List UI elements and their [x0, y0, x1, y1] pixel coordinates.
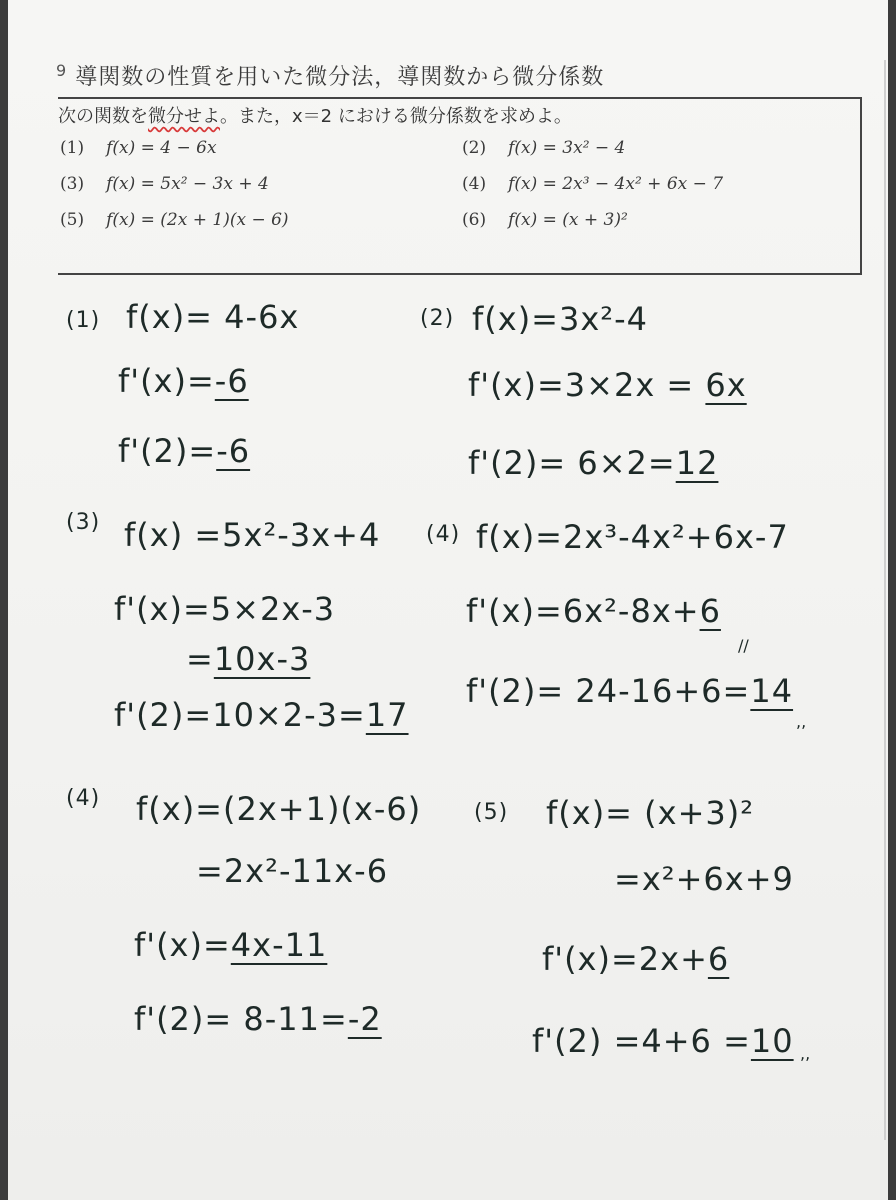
check-mark: ,,: [800, 1044, 811, 1063]
solution-1-value-answer: -6: [216, 432, 251, 470]
solution-1-derivative-answer: -6: [214, 362, 249, 400]
problem-1: (1) f(x) = 4 − 6x: [60, 138, 217, 158]
solution-6-value-answer: 10: [750, 1022, 794, 1060]
problem-2: (2) f(x) = 3x² − 4: [462, 138, 626, 158]
solution-4-label: (4): [426, 522, 461, 547]
solution-5-line-1: f(x)=(2x+1)(x-6): [136, 790, 422, 828]
paper-edge: [884, 60, 886, 1140]
solution-3-line-1: f(x) =5x²-3x+4: [124, 516, 381, 554]
solution-2-derivative-answer: 6x: [705, 366, 747, 404]
solution-2-line-2: f'(x)=3×2x = 6x: [468, 366, 747, 404]
solution-3-derivative-answer: 10x-3: [213, 640, 311, 678]
worksheet-heading: [56, 60, 816, 91]
solution-3-line-4: f'(2)=10×2-3=17: [114, 696, 409, 734]
problem-6: (6) f(x) = (x + 3)²: [462, 210, 628, 230]
solution-4-line-1: f(x)=2x³-4x²+6x-7: [476, 518, 789, 556]
instruction-text: [58, 102, 848, 128]
solution-5-derivative-answer: 4x-11: [230, 926, 328, 964]
solution-6-derivative-answer: 6: [707, 940, 730, 978]
solution-1-line-3: f'(2)=-6: [118, 432, 251, 470]
solution-6-line-4: f'(2) =4+6 =10: [532, 1022, 794, 1060]
solution-1-line-2: f'(x)=-6: [118, 362, 249, 400]
solution-3-line-3: =10x-3: [186, 640, 311, 678]
check-mark: //: [738, 636, 749, 655]
solution-2-label: (2): [420, 306, 455, 331]
solution-1-line-1: f(x)= 4-6x: [126, 298, 300, 336]
solution-2-line-1: f(x)=3x²-4: [472, 300, 649, 338]
problem-4: (4) f(x) = 2x³ − 4x² + 6x − 7: [462, 174, 724, 194]
solution-4-line-2: f'(x)=6x²-8x+6: [466, 592, 721, 630]
solution-5-label: (4): [66, 786, 101, 811]
solution-5-value-answer: -2: [347, 1000, 382, 1038]
instruction-pre: 次の関数を: [58, 106, 148, 127]
solution-6-label: (5): [474, 800, 509, 825]
solution-6-line-3: f'(x)=2x+6: [542, 940, 730, 978]
solution-6-line-2: =x²+6x+9: [614, 860, 794, 898]
solution-2-line-3: f'(2)= 6×2=12: [468, 444, 719, 482]
solution-4-derivative-answer: 6: [699, 592, 721, 630]
solution-4-value-answer: 14: [750, 672, 794, 710]
solution-1-label: (1): [66, 308, 101, 333]
instruction-post: 。また，x＝2 における微分係数を求めよ。: [220, 106, 572, 127]
solution-2-value-answer: 12: [675, 444, 719, 482]
solution-3-label: (3): [66, 510, 101, 535]
solution-3-value-answer: 17: [365, 696, 409, 734]
solution-5-line-2: =2x²-11x-6: [196, 852, 389, 890]
problem-3: (3) f(x) = 5x² − 3x + 4: [60, 174, 269, 194]
problem-5: (5) f(x) = (2x + 1)(x − 6): [60, 210, 289, 230]
check-mark: ,,: [796, 712, 807, 731]
solution-6-line-1: f(x)= (x+3)²: [546, 794, 755, 832]
heading-number: 9: [56, 60, 68, 80]
solution-5-line-4: f'(2)= 8-11=-2: [134, 1000, 382, 1038]
instruction-emphasis: 微分せよ: [148, 106, 220, 127]
solution-5-line-3: f'(x)=4x-11: [134, 926, 328, 964]
heading-title: 導関数の性質を用いた微分法，導関数から微分係数: [75, 65, 605, 90]
solution-4-line-3: f'(2)= 24-16+6=14: [466, 672, 794, 710]
solution-3-line-2: f'(x)=5×2x-3: [114, 590, 336, 628]
